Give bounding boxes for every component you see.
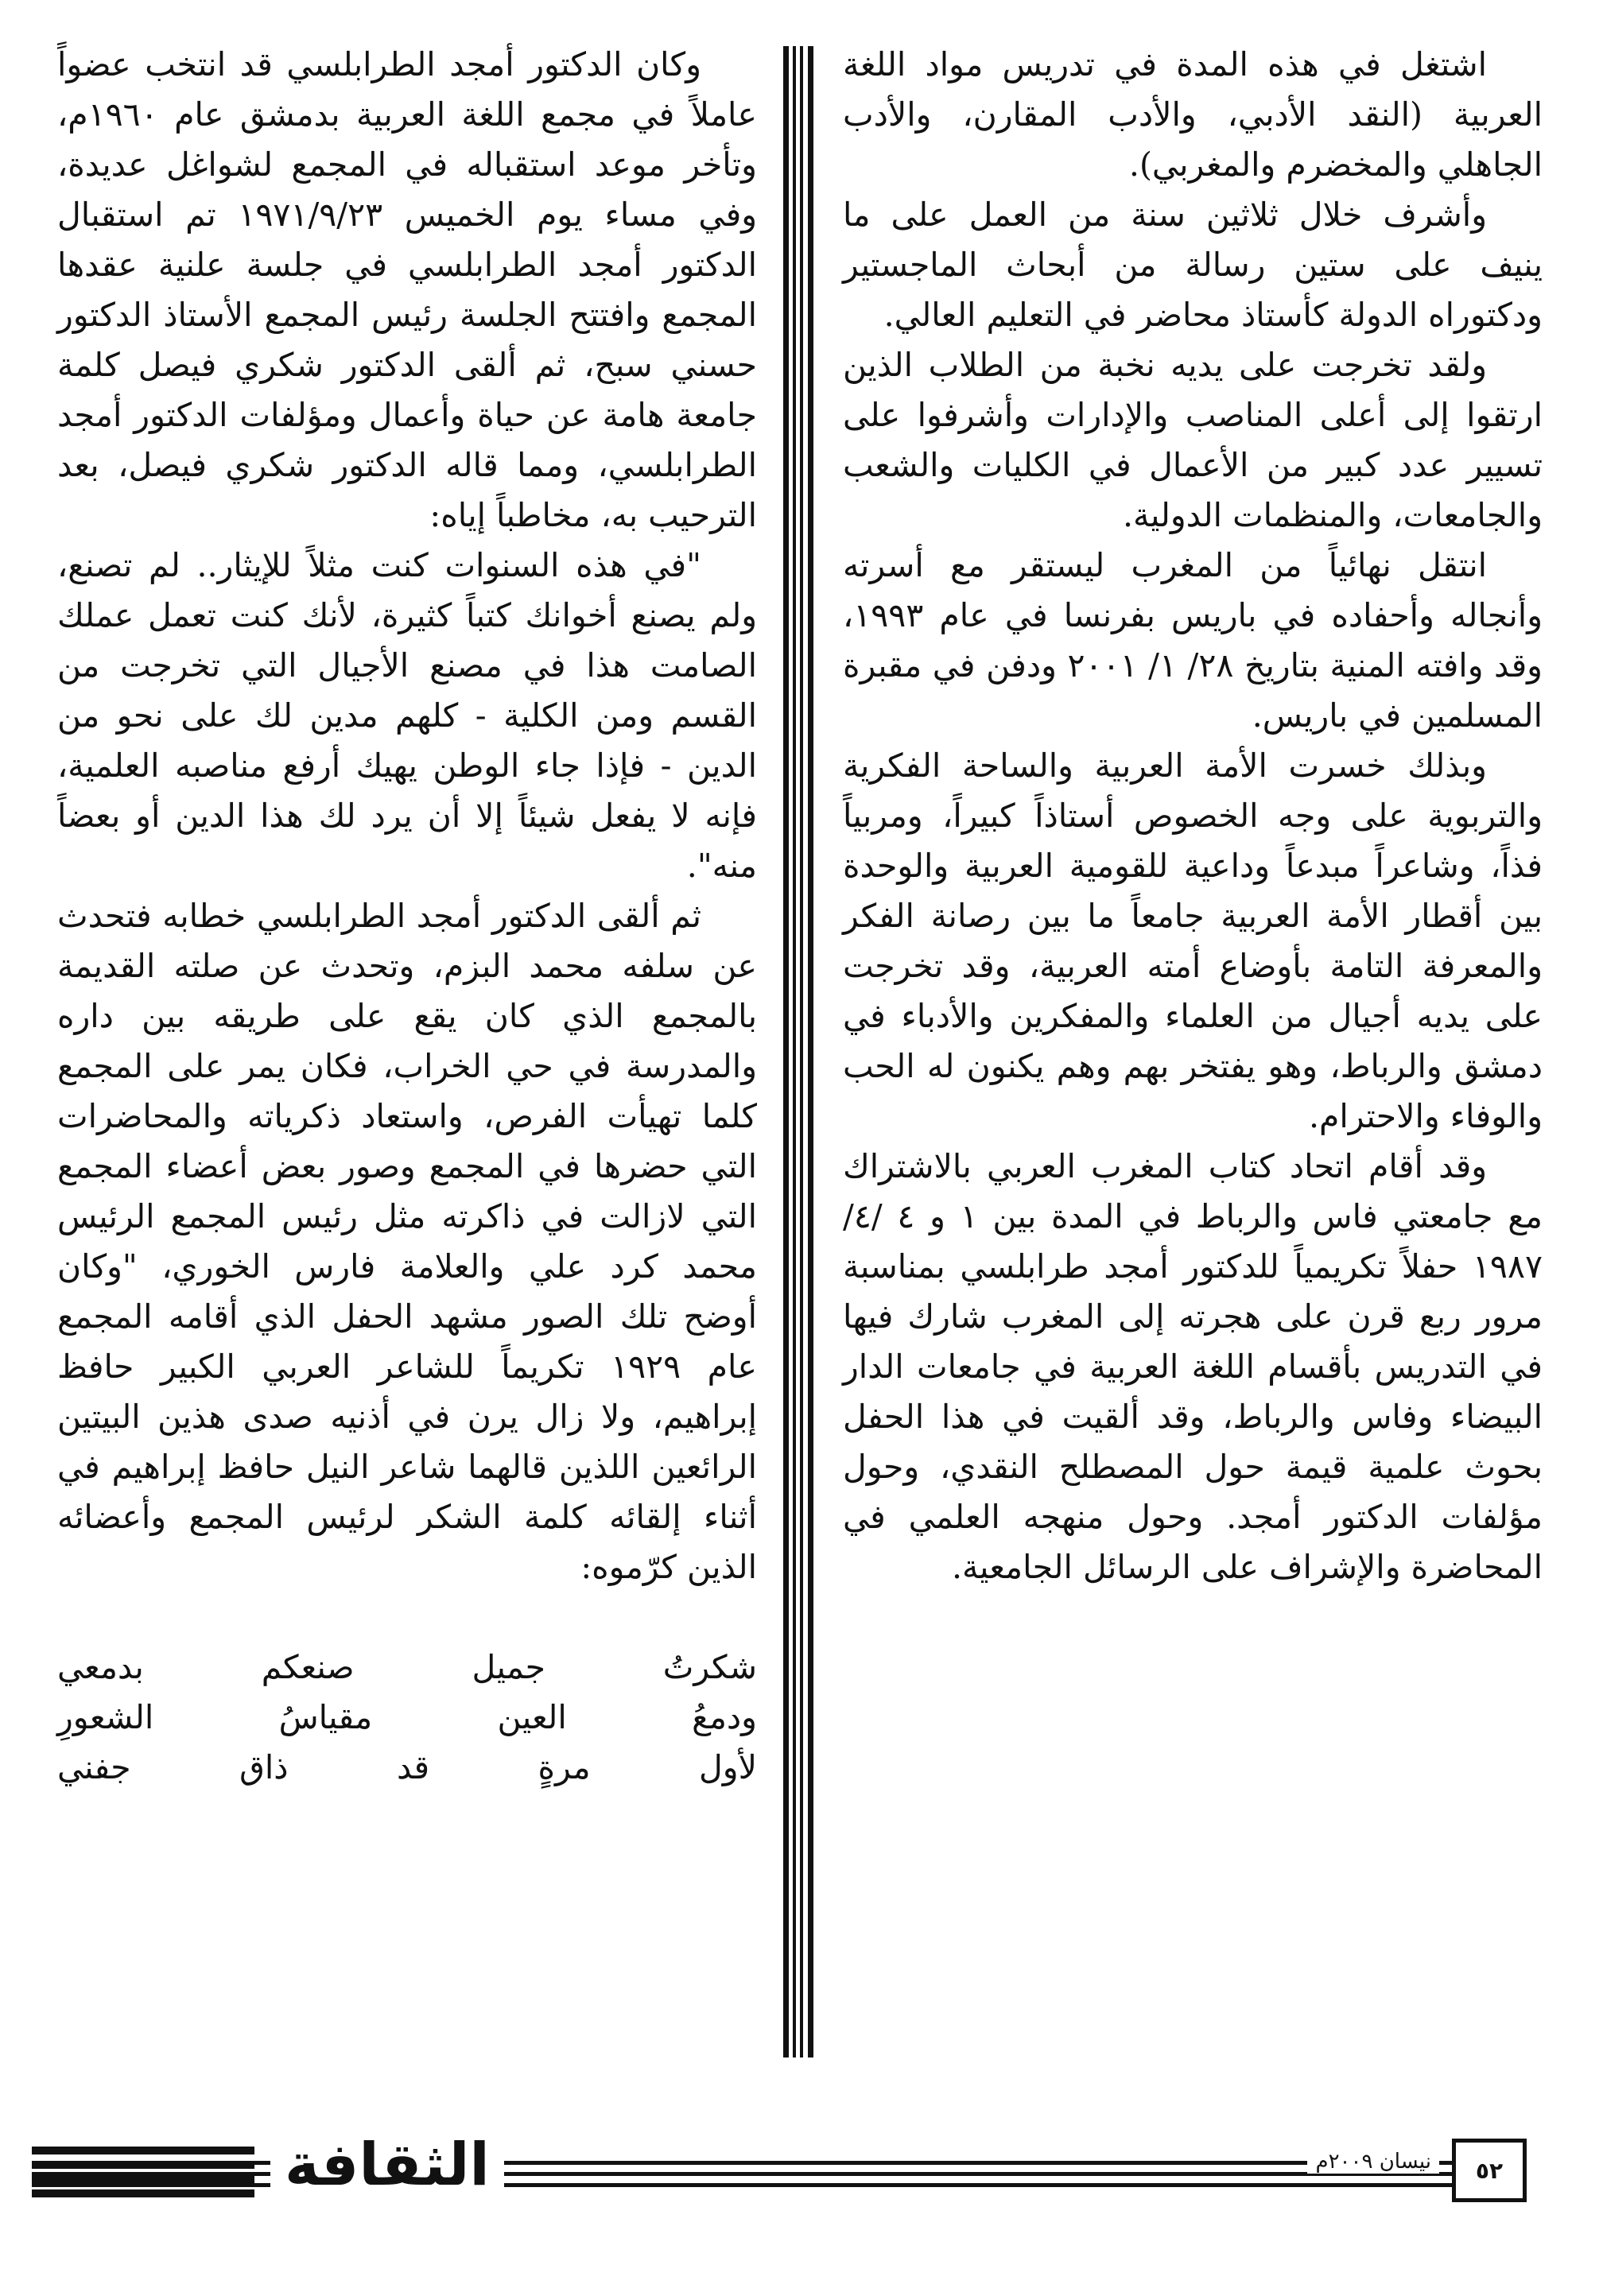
- paragraph: انتقل نهائياً من المغرب ليستقر مع أسرته وأنجاله وأحفاده في باريس بفرنسا في عام ١٩٩٣، وقد وافته المنية بتاريخ ٢٨/ ١/ ٢٠٠١ ودفن في مقبرة المسلمين في باريس.: [843, 546, 1543, 735]
- page-footer: [32, 2131, 1527, 2218]
- paragraph: اشتغل في هذه المدة في تدريس مواد اللغة العربية (النقد الأدبي، والأدب المقارن، والأدب الجاهلي والمخضرم والمغربي).: [843, 45, 1543, 184]
- quote-paragraph: "في هذه السنوات كنت مثلاً للإيثار.. لم تصنع، ولم يصنع أخوانك كتباً كثيرة، لأنك كنت تعمل عملك الصامت هذا في مصنع الأجيال التي تخرجت من القسم ومن الكلية - كلهم مدين لك على نحو من الدين - فإذا جاء الوطن يهيك أرفع مناصبه العلمية، فإنه لا يفعل شيئاً إلا أن يرد لك هذا الدين أو بعضاً منه".: [57, 546, 757, 885]
- paragraph: وأشرف خلال ثلاثين سنة من العمل على ما ينيف على ستين رسالة من أبحاث الماجستير ودكتوراه الدولة كأستاذ محاضر في التعليم العالي.: [843, 196, 1543, 334]
- page-number: ٥٢: [1452, 2139, 1527, 2202]
- paragraph: وبذلك خسرت الأمة العربية والساحة الفكرية والتربوية على وجه الخصوص أستاذاً كبيراً، ومربياً فذاً، وشاعراً مبدعاً وداعية للقومية العربية والوحدة بين أقطار الأمة العربية جامعاً ما بين رصانة الفكر والمعرفة التامة بأوضاع أمته العربية، وقد تخرجت على يديه أجيال من العلماء والمفكرين والأدباء في دمشق والرباط، وهو يفتخر بهم وهم يكنون له الحب والوفاء والاحترام.: [843, 747, 1543, 1135]
- verse-line: لأول مرةٍ قد ذاق جفني: [57, 1748, 757, 1786]
- paragraph: وكان الدكتور أمجد الطرابلسي قد انتخب عضواً عاملاً في مجمع اللغة العربية بدمشق عام ١٩٦٠م، وتأخر موعد استقباله في المجمع لشواغل عديدة، وفي مساء يوم الخميس ١٩٧١/٩/٢٣ تم استقبال الدكتور أمجد الطرابلسي في جلسة علنية عقدها المجمع وافتتح الجلسة رئيس المجمع الأستاذ الدكتور حسني سبح، ثم ألقى الدكتور شكري فيصل كلمة جامعة هامة عن حياة وأعمال ومؤلفات الدكتور أمجد الطرابلسي، ومما قاله الدكتور شكري فيصل، بعد الترحيب به، مخاطباً إياه:: [57, 45, 757, 534]
- paragraph: وقد أقام اتحاد كتاب المغرب العربي بالاشتراك مع جامعتي فاس والرباط في المدة بين ١ و ٤ /٤/ ١٩٨٧ حفلاً تكريمياً للدكتور أمجد طرابلسي بمناسبة مرور ربع قرن على هجرته إلى المغرب شارك فيها في التدريس بأقسام اللغة العربية في جامعات الدار البيضاء وفاس والرباط، وقد ألقيت في هذا الحفل بحوث علمية قيمة حول المصطلح النقدي، وحول مؤلفات الدكتور أمجد. وحول منهجه العلمي في المحاضرة والإشراف على الرسائل الجامعية.: [843, 1147, 1543, 1586]
- issue-date: نيسان ٢٠٠٩م: [1307, 2150, 1439, 2174]
- poem-verses: [57, 1642, 757, 1793]
- footer-rule: [32, 2183, 1527, 2187]
- footer-rule: [32, 2172, 1527, 2176]
- verse-line: شكرتُ جميل صنعكم بدمعي: [57, 1648, 757, 1686]
- logo-bars: [32, 2147, 254, 2197]
- footer-rule: [32, 2161, 1527, 2165]
- magazine-logo: الثقافة: [270, 2129, 504, 2201]
- verse-line: ودمعُ العين مقياسُ الشعورِ: [57, 1698, 757, 1736]
- column-divider: [783, 46, 813, 2057]
- left-text-column: [57, 40, 757, 1793]
- paragraph: ولقد تخرجت على يديه نخبة من الطلاب الذين ارتقوا إلى أعلى المناصب والإدارات وأشرفوا على تسيير عدد كبير من الأعمال في الكليات والشعب والجامعات، والمنظمات الدولية.: [843, 346, 1543, 534]
- paragraph: ثم ألقى الدكتور أمجد الطرابلسي خطابه فتحدث عن سلفه محمد البزم، وتحدث عن صلته القديمة بالمجمع الذي كان يقع على طريقه بين داره والمدرسة في حي الخراب، فكان يمر على المجمع كلما تهيأت الفرص، واستعاد ذكرياته والمحاضرات التي حضرها في المجمع وصور بعض أعضاء المجمع التي لازالت في ذاكرته مثل رئيس المجمع الرئيس محمد كرد علي والعلامة فارس الخوري، "وكان أوضح تلك الصور مشهد الحفل الذي أقامه المجمع عام ١٩٢٩ تكريماً للشاعر العربي الكبير حافظ إبراهيم، ولا زال يرن في أذنيه صدى هذين البيتين الرائعين اللذين قالهما شاعر النيل حافظ إبراهيم في أثناء إلقائه كلمة الشكر لرئيس المجمع وأعضائه الذين كرّموه:: [57, 897, 758, 1586]
- right-text-column: [843, 40, 1543, 1592]
